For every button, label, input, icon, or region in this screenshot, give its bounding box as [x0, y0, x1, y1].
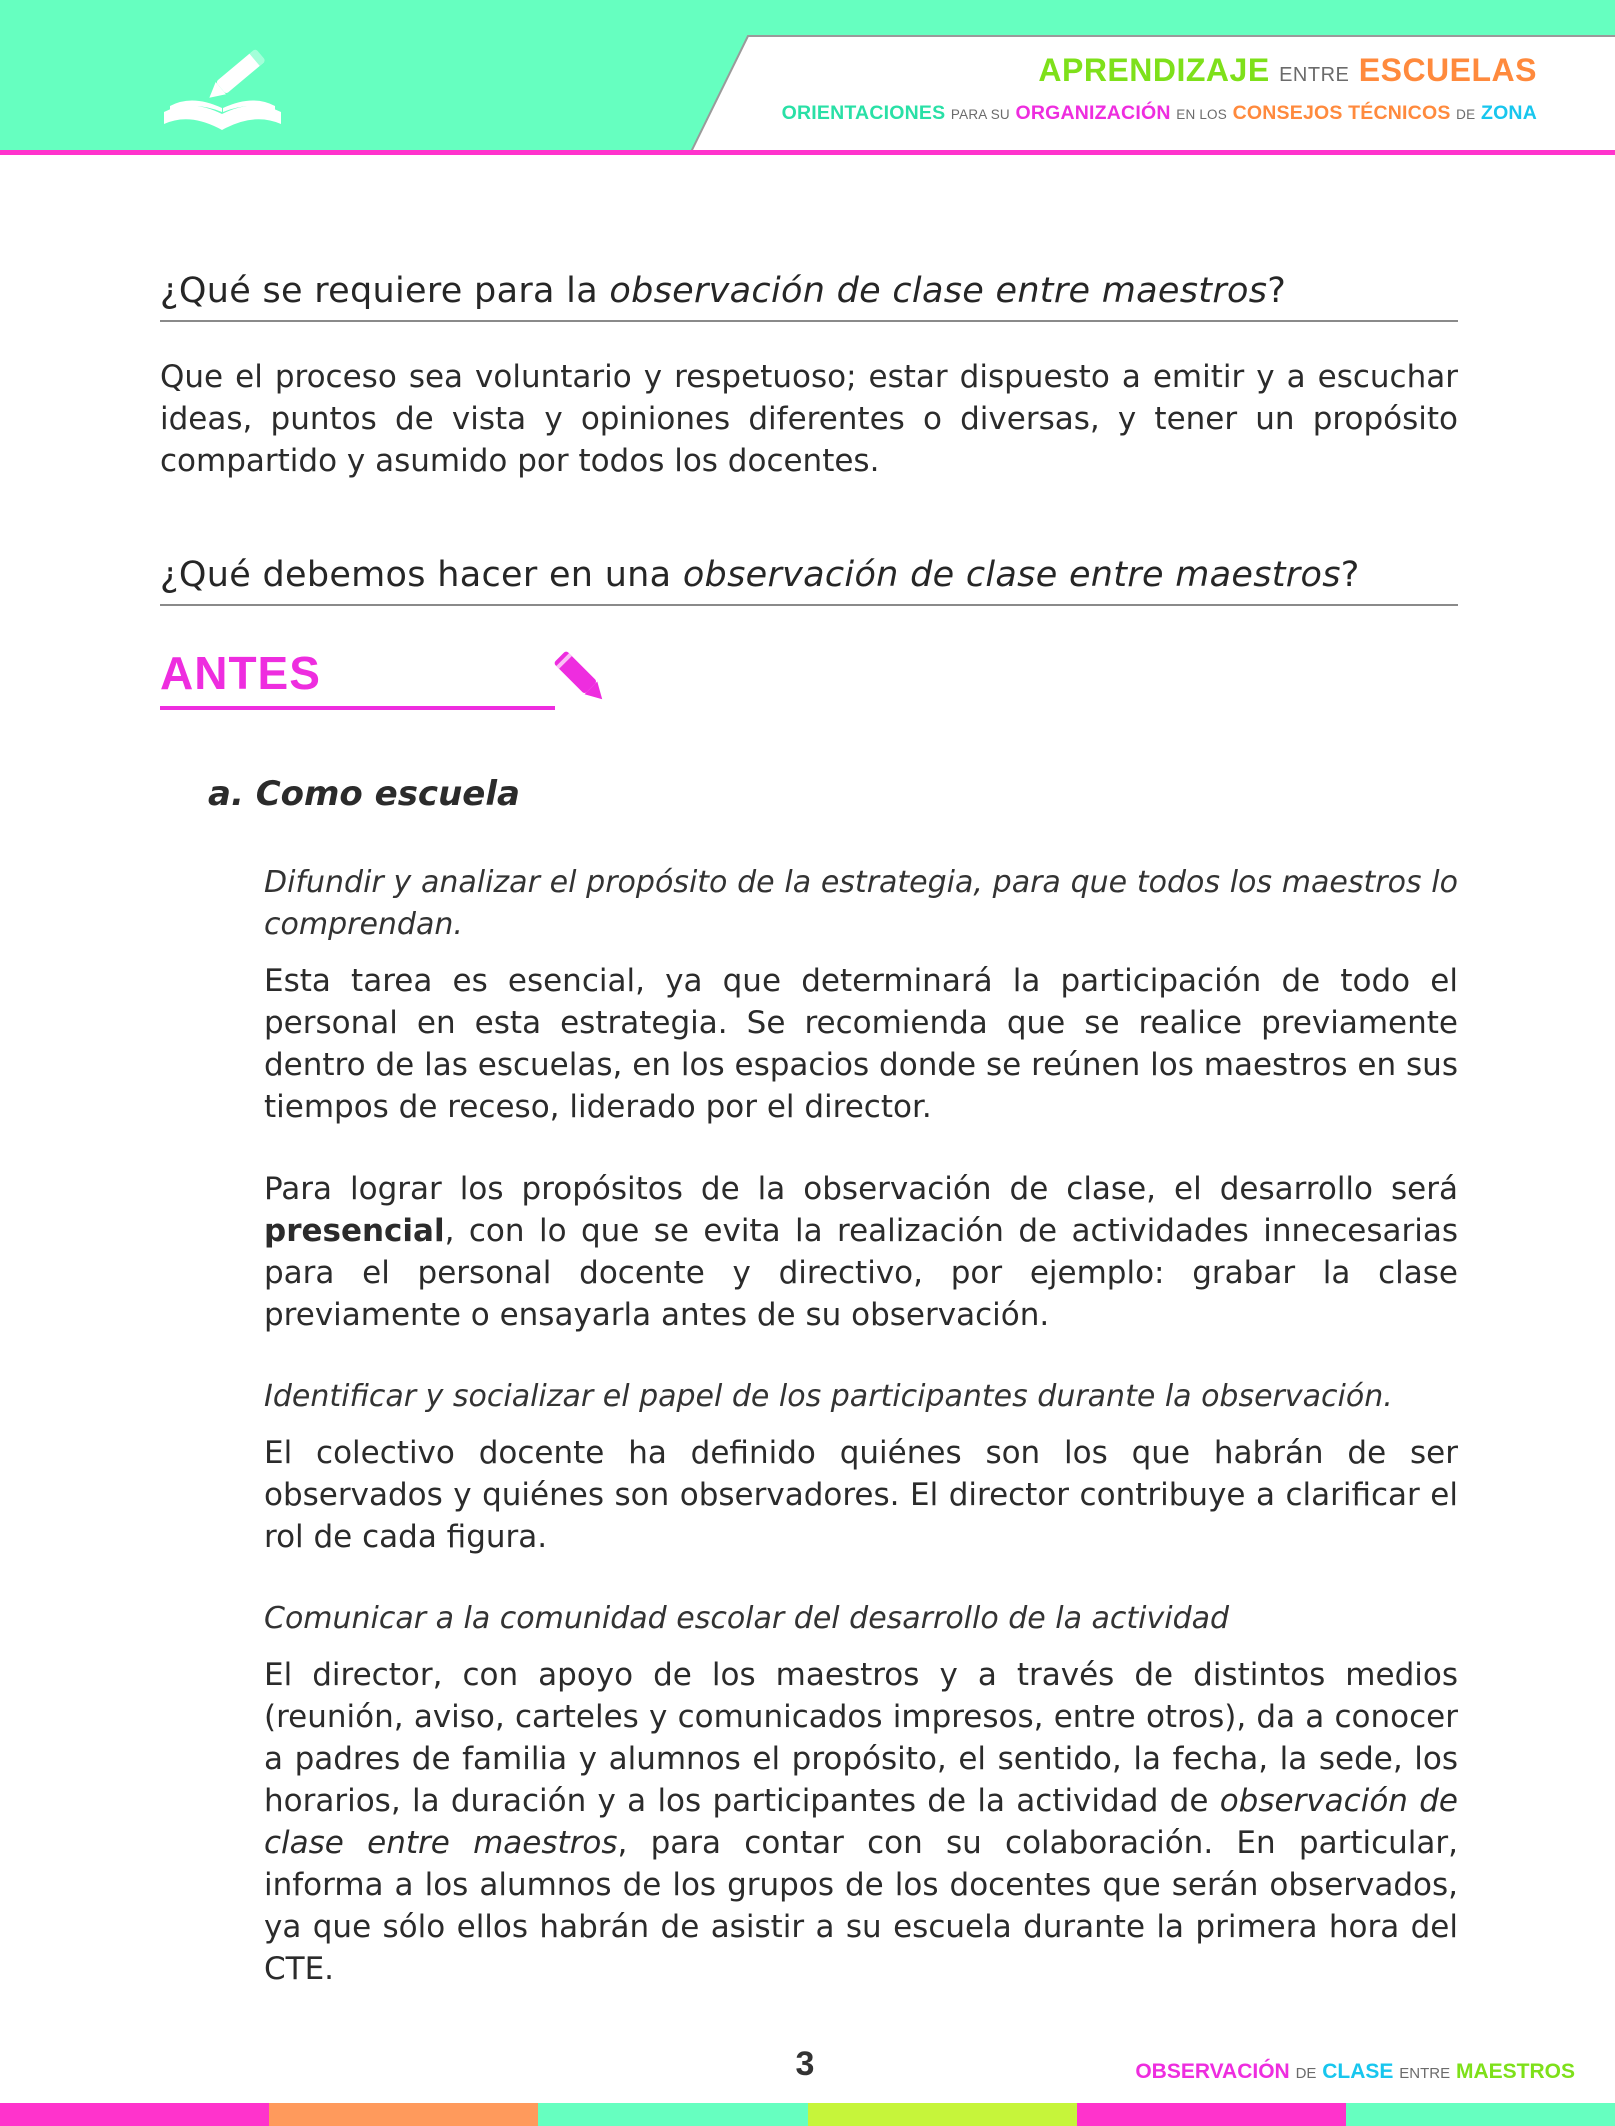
- footer-bar-segment: [538, 2103, 807, 2126]
- section-heading-what-to-do: ¿Qué debemos hacer en una observación de clase entre maestros?: [160, 554, 1458, 606]
- pencil-icon: [552, 646, 610, 710]
- antes-label: ANTES: [160, 646, 321, 699]
- header-title: APRENDIZAJE ENTRE ESCUELAS: [1038, 52, 1537, 88]
- footer-bar-segment: [0, 2103, 269, 2126]
- page-number: 3: [795, 2045, 815, 2083]
- item-title-identificar: Identificar y socializar el papel de los participantes durante la observación.: [264, 1378, 1393, 1414]
- item-title-comunicar: Comunicar a la comunidad escolar del desarrollo de la actividad: [264, 1600, 1230, 1636]
- footer-color-bar: [0, 2103, 1615, 2126]
- item-title-difundir: Difundir y analizar el propósito de la estrategia, para que todos los maestros lo comprendan.: [264, 864, 1458, 942]
- footer-bar-segment: [808, 2103, 1077, 2126]
- section-heading-requirements: ¿Qué se requiere para la observación de clase entre maestros?: [160, 270, 1458, 322]
- page-header: [0, 0, 1615, 155]
- item-paragraph-identificar: El colectivo docente ha definido quiénes son los que habrán de ser observados y quiénes son observadores. El director contribuye a clarificar el rol de cada figura.: [264, 1434, 1458, 1555]
- item-paragraph-presencial: Para lograr los propósitos de la observación de clase, el desarrollo será presencial, con lo que se evita la realización de actividades innecesarias para el personal docente y directivo, por ejemplo: grabar la clase previamente o ensayarla antes de su observación.: [264, 1170, 1458, 1333]
- header-subtitle: ORIENTACIONES PARA SU ORGANIZACIÓN EN LOS CONSEJOS TÉCNICOS DE ZONA: [781, 102, 1537, 124]
- antes-heading: [160, 646, 1458, 736]
- footer-bar-segment: [1346, 2103, 1615, 2126]
- subsection-heading-escuela: a. Como escuela: [208, 773, 520, 814]
- footer-bar-segment: [1077, 2103, 1346, 2126]
- footer-bar-segment: [269, 2103, 538, 2126]
- page-content: [160, 270, 1458, 1990]
- footer-title: OBSERVACIÓN DE CLASE ENTRE MAESTROS: [1135, 2060, 1575, 2083]
- item-paragraph-difundir: Esta tarea es esencial, ya que determinará la participación de todo el personal en esta estrategia. Se recomienda que se realice previamente dentro de las escuelas, en los espacios donde se reúnen los maestros en sus tiempos de receso, liderado por el director.: [264, 962, 1458, 1125]
- header-divider: [0, 150, 1615, 155]
- book-pencil-icon: [160, 42, 285, 137]
- subsection-body: [264, 862, 1458, 1990]
- item-paragraph-comunicar: El director, con apoyo de los maestros y a través de distintos medios (reunión, aviso, carteles y comunicados impresos, entre otros), da a conocer a padres de familia y alumnos el propósito, el sentido, la fecha, la sede, los horarios, la duración y a los participantes de la actividad de observación de clase entre maestros, para contar con su colaboración. En particular, informa a los alumnos de los grupos de los docentes que serán observados, ya que sólo ellos habrán de asistir a su escuela durante la primera hora del CTE.: [264, 1656, 1458, 1987]
- requirements-paragraph: Que el proceso sea voluntario y respetuoso; estar dispuesto a emitir y a escuchar ideas, puntos de vista y opiniones diferentes o diversas, y tener un propósito compartido y asumido por todos los docentes.: [160, 358, 1458, 479]
- antes-underline: [160, 706, 555, 710]
